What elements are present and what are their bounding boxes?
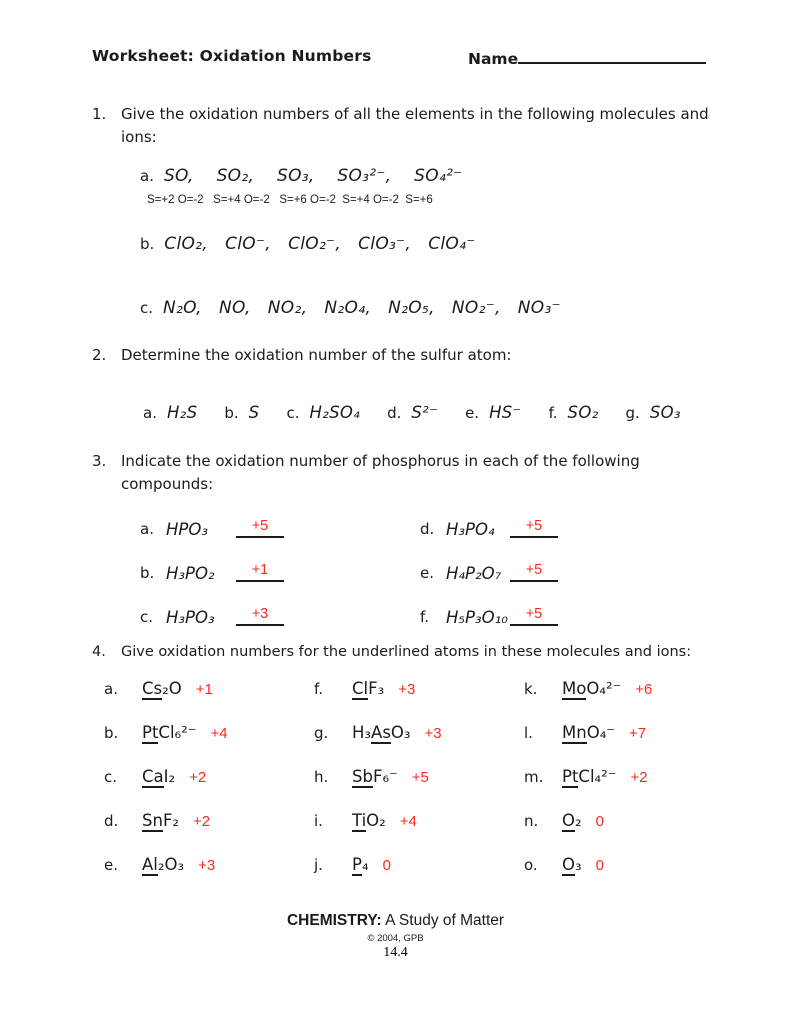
q4-item-o-label: o. <box>524 856 538 874</box>
q2-item-c-label: c. <box>286 404 300 422</box>
q4-item-k-label: k. <box>524 680 538 698</box>
q3-number: 3. <box>92 452 107 470</box>
q4-number: 4. <box>92 644 106 660</box>
q2-item-c <box>286 403 360 422</box>
q3-item-b-answer: +1 <box>251 562 269 578</box>
q2-item-b-formula: S <box>248 403 260 422</box>
q4-item-i-formula: TiO₂ <box>352 811 386 830</box>
q1-part-a <box>140 166 462 186</box>
q4-item-i-label: i. <box>314 812 323 830</box>
question-3 <box>92 450 640 496</box>
q4-item-f-answer: +3 <box>398 681 416 698</box>
q3-item-a-blank <box>236 518 284 541</box>
q4-item-a <box>104 679 314 723</box>
q4-item-n <box>524 811 754 855</box>
q1-part-b-label: b. <box>140 235 155 253</box>
q2-item-f-label: f. <box>548 404 558 422</box>
q4-item-h-label: h. <box>314 768 329 786</box>
q1-part-b-formulas: ClO₂, ClO⁻, ClO₂⁻, ClO₃⁻, ClO₄⁻ <box>164 234 476 254</box>
q1-text-line1: Give the oxidation numbers of all the elements in the following molecules and <box>121 105 709 123</box>
q4-item-j <box>314 855 524 899</box>
q4-item-g-answer: +3 <box>424 725 442 742</box>
q4-item-g <box>314 723 524 767</box>
name-field <box>468 47 706 68</box>
answer-blank-line <box>236 580 284 582</box>
q3-item-c <box>140 585 420 629</box>
q3-text-line2: compounds: <box>121 475 214 493</box>
q3-item-f-label: f. <box>420 608 429 626</box>
q4-item-d-label: d. <box>104 812 119 830</box>
answer-blank-line <box>236 624 284 626</box>
q4-item-n-answer: 0 <box>595 813 604 830</box>
q3-item-d-blank <box>510 518 558 541</box>
series-title-bold: CHEMISTRY: <box>286 912 382 929</box>
question-2 <box>92 344 511 367</box>
q4-item-o-answer: 0 <box>595 857 604 874</box>
q2-item-a <box>143 403 197 422</box>
q1-part-a-formulas: SO, SO₂, SO₃, SO₃²⁻, SO₄²⁻ <box>163 166 463 186</box>
q3-item-e <box>420 541 558 585</box>
q4-item-l-formula: MnO₄⁻ <box>562 723 616 742</box>
q2-item-d <box>387 403 438 422</box>
q3-item-e-label: e. <box>420 564 434 582</box>
q4-item-h-answer: +5 <box>411 769 429 786</box>
answer-blank-line <box>510 580 558 582</box>
q4-item-n-formula: O₂ <box>562 811 582 830</box>
q4-item-m-answer: +2 <box>630 769 648 786</box>
q2-number: 2. <box>92 346 107 364</box>
q4-item-c-answer: +2 <box>189 769 207 786</box>
q4-item-e <box>104 855 314 899</box>
q3-item-b-label: b. <box>140 564 155 582</box>
q2-item-e-formula: HS⁻ <box>489 403 522 422</box>
q3-item-a-label: a. <box>140 520 154 538</box>
q1-part-c <box>140 298 561 318</box>
q3-item-b <box>140 541 420 585</box>
q4-item-b <box>104 723 314 767</box>
q4-item-j-answer: 0 <box>382 857 391 874</box>
q4-item-k-answer: +6 <box>635 681 653 698</box>
q2-item-c-formula: H₂SO₄ <box>309 403 361 422</box>
q4-item-e-answer: +3 <box>198 857 216 874</box>
q1-part-a-label: a. <box>140 167 154 185</box>
q4-item-l <box>524 723 754 767</box>
q2-items <box>143 403 708 422</box>
q4-item-m-formula: PtCl₄²⁻ <box>562 767 617 786</box>
q4-item-g-label: g. <box>314 724 329 742</box>
q2-item-g <box>626 403 681 422</box>
q3-items <box>140 497 558 629</box>
q4-item-l-answer: +7 <box>629 725 647 742</box>
name-blank-line <box>518 47 706 64</box>
q3-item-e-answer: +5 <box>525 562 543 578</box>
q4-items <box>104 679 754 899</box>
q3-item-b-blank <box>236 562 284 585</box>
q1-text <box>121 103 709 149</box>
q4-item-c-formula: CaI₂ <box>142 767 176 786</box>
q2-item-a-label: a. <box>143 404 157 422</box>
q1-part-c-formulas: N₂O, NO, NO₂, N₂O₄, N₂O₅, NO₂⁻, NO₃⁻ <box>163 298 561 318</box>
name-label: Name <box>468 50 519 68</box>
q3-item-a-formula: HPO₃ <box>166 520 208 539</box>
q3-item-f-blank <box>510 606 558 629</box>
q3-item-b-formula: H₃PO₂ <box>166 564 215 583</box>
page-number: 14.4 <box>383 945 408 960</box>
q4-item-b-label: b. <box>104 724 119 742</box>
q4-item-b-answer: +4 <box>210 725 228 742</box>
q3-item-c-label: c. <box>140 608 154 626</box>
answer-blank-line <box>236 536 284 538</box>
q2-item-d-label: d. <box>387 404 402 422</box>
page-footer <box>0 912 791 961</box>
q4-item-a-label: a. <box>104 680 118 698</box>
q4-item-c-label: c. <box>104 768 118 786</box>
q4-item-a-formula: Cs₂O <box>142 679 182 698</box>
page-title: Worksheet: Oxidation Numbers <box>92 47 372 65</box>
q3-text <box>121 450 640 496</box>
series-title <box>0 912 791 930</box>
q4-item-e-label: e. <box>104 856 118 874</box>
q3-item-a <box>140 497 420 541</box>
q4-item-n-label: n. <box>524 812 539 830</box>
q2-item-f-formula: SO₂ <box>567 403 599 422</box>
q4-item-d-answer: +2 <box>193 813 211 830</box>
q3-item-f-formula: H₅P₃O₁₀ <box>446 608 508 627</box>
q3-text-line1: Indicate the oxidation number of phosphorus in each of the following <box>121 452 640 470</box>
q1-part-a-answers: S=+2 O=-2 S=+4 O=-2 S=+6 O=-2 S=+4 O=-2 S=+6 <box>147 194 433 206</box>
q4-text: Give oxidation numbers for the underlined atoms in these molecules and ions: <box>121 644 692 660</box>
q4-item-j-label: j. <box>314 856 323 874</box>
question-4 <box>92 641 691 664</box>
q4-item-f-formula: ClF₃ <box>352 679 385 698</box>
q2-text: Determine the oxidation number of the sulfur atom: <box>121 346 512 364</box>
q1-part-c-label: c. <box>140 299 154 317</box>
q4-item-j-formula: P₄ <box>352 855 369 874</box>
q4-item-h-formula: SbF₆⁻ <box>352 767 398 786</box>
q3-item-c-formula: H₃PO₃ <box>166 608 215 627</box>
q4-item-f <box>314 679 524 723</box>
q4-item-m-label: m. <box>524 768 544 786</box>
q4-item-e-formula: Al₂O₃ <box>142 855 185 874</box>
q4-item-d-formula: SnF₂ <box>142 811 180 830</box>
question-1 <box>92 103 709 149</box>
q2-item-e <box>465 403 522 422</box>
answer-blank-line <box>510 624 558 626</box>
q4-item-m <box>524 767 754 811</box>
q3-item-c-answer: +3 <box>251 606 269 622</box>
q3-item-f <box>420 585 558 629</box>
q2-item-g-formula: SO₃ <box>649 403 681 422</box>
q4-item-c <box>104 767 314 811</box>
q4-item-k <box>524 679 754 723</box>
q2-item-b <box>224 403 259 422</box>
q3-item-d <box>420 497 558 541</box>
q4-item-a-answer: +1 <box>195 681 213 698</box>
q1-number: 1. <box>92 105 107 123</box>
q3-item-f-answer: +5 <box>525 606 543 622</box>
q4-item-o-formula: O₃ <box>562 855 582 874</box>
q3-item-c-blank <box>236 606 284 629</box>
q4-item-l-label: l. <box>524 724 533 742</box>
q4-item-k-formula: MoO₄²⁻ <box>562 679 622 698</box>
q4-item-g-formula: H₃AsO₃ <box>352 723 411 742</box>
q1-part-b <box>140 234 475 254</box>
q4-item-h <box>314 767 524 811</box>
series-title-rest: A Study of Matter <box>381 912 505 929</box>
q4-item-i-answer: +4 <box>399 813 417 830</box>
copyright: © 2004, GPB <box>367 933 424 944</box>
q4-item-f-label: f. <box>314 680 323 698</box>
q3-item-d-answer: +5 <box>525 518 543 534</box>
q4-item-i <box>314 811 524 855</box>
q2-item-a-formula: H₂S <box>166 403 198 422</box>
q2-item-g-label: g. <box>625 404 640 422</box>
q1-text-line2: ions: <box>121 128 157 146</box>
q4-item-o <box>524 855 754 899</box>
q2-item-e-label: e. <box>465 404 480 422</box>
q2-item-d-formula: S²⁻ <box>411 403 439 422</box>
q3-item-d-label: d. <box>420 520 435 538</box>
answer-blank-line <box>510 536 558 538</box>
q3-item-e-formula: H₄P₂O₇ <box>446 564 502 583</box>
q4-item-b-formula: PtCl₆²⁻ <box>142 723 197 742</box>
q3-item-d-formula: H₃PO₄ <box>446 520 495 539</box>
q2-item-f <box>549 403 599 422</box>
q2-item-b-label: b. <box>224 404 239 422</box>
q4-item-d <box>104 811 314 855</box>
q3-item-a-answer: +5 <box>251 518 269 534</box>
q3-item-e-blank <box>510 562 558 585</box>
